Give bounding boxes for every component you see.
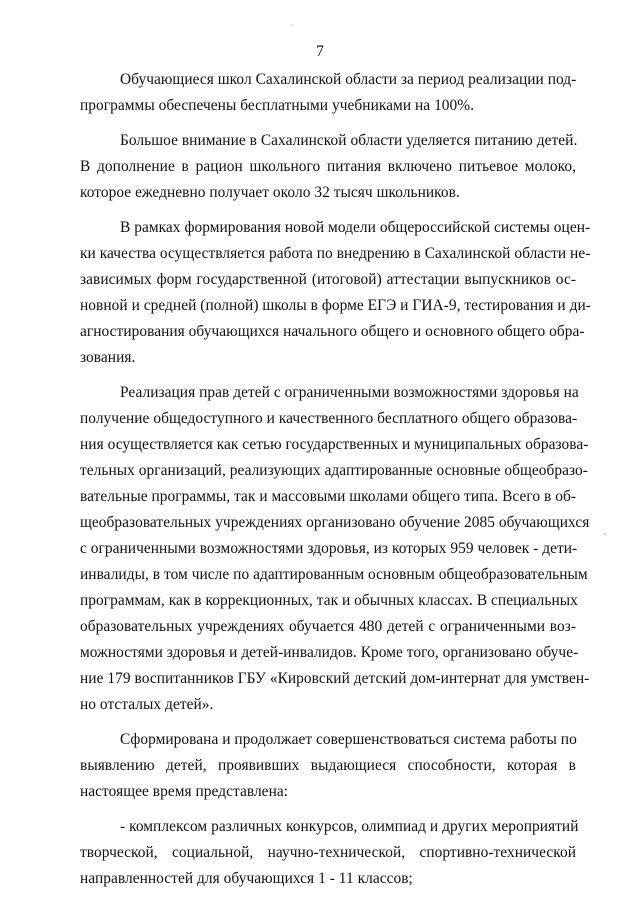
paragraph-gifted-children <box>80 727 576 805</box>
text-line: агностирования обучающихся начального общего и основного общего обра- <box>80 323 585 340</box>
text-line: настоящее время представлена: <box>80 783 289 800</box>
text-line: В дополнение в рацион школьного питания включено питьевое молоко, <box>80 158 576 175</box>
paragraph-nutrition <box>80 128 576 206</box>
paragraph-disabilities <box>80 380 590 718</box>
text-line: можностями здоровья и детей-инвалидов. Кроме того, организовано обуче- <box>80 644 579 661</box>
list-item-competitions <box>80 814 579 892</box>
scan-speck <box>291 24 293 26</box>
text-line: новной и средней (полной) школы в форме ЕГЭ и ГИА-9, тестирования и ди- <box>80 297 591 314</box>
text-line: инвалиды, в том числе по адаптированным основным общеобразовательным <box>80 566 588 583</box>
text-line: выявлению детей, проявивших выдающиеся способности, которая в <box>80 757 576 774</box>
paragraph-textbooks <box>80 67 576 119</box>
text-line: направленностей для обучающихся 1 - 11 классов; <box>80 870 413 887</box>
text-line: вательные программы, так и массовыми школами общего типа. Всего в об- <box>80 488 576 505</box>
text-line: Сформирована и продолжает совершенствоваться система работы по <box>120 731 577 748</box>
text-line: Реализация прав детей с ограниченными возможностями здоровья на <box>120 384 579 401</box>
text-line: щеобразовательных учреждениях организовано обучение 2085 обучающихся <box>80 514 590 531</box>
text-line: В рамках формирования новой модели общероссийской системы оцен- <box>120 219 591 236</box>
text-line: зования. <box>80 349 136 366</box>
text-line: зависимых форм государственной (итоговой) аттестации выпускников ос- <box>80 271 576 288</box>
text-line: ние 179 воспитанников ГБУ «Кировский детский дом-интернат для умствен- <box>80 670 590 687</box>
text-line: образовательных учреждениях обучается 480 детей с ограниченными воз- <box>80 618 576 635</box>
text-line: Обучающиеся школ Сахалинской области за период реализации под- <box>120 71 577 88</box>
text-line: но отсталых детей». <box>80 696 214 713</box>
text-line: программы обеспечены бесплатными учебниками на 100%. <box>80 97 475 114</box>
text-line: которое ежедневно получает около 32 тысяч школьников. <box>80 184 460 201</box>
paragraph-assessment <box>80 215 591 371</box>
document-body <box>80 67 591 901</box>
scan-speck <box>604 533 606 535</box>
text-line: программам, как в коррекционных, так и обычных классах. В специальных <box>80 592 578 609</box>
text-line: получение общедоступного и качественного бесплатного общего образова- <box>80 410 578 427</box>
text-line: ния осуществляется как сетью государственных и муниципальных образова- <box>80 436 589 453</box>
page-number: 7 <box>316 43 324 60</box>
text-line: с ограниченными возможностями здоровья, из которых 959 человек - дети- <box>80 540 578 557</box>
text-line: Большое внимание в Сахалинской области уделяется питанию детей. <box>120 132 578 149</box>
text-line: творческой, социальной, научно-технической, спортивно-технической <box>80 844 576 861</box>
text-line: ки качества осуществляется работа по внедрению в Сахалинской области не- <box>80 245 591 262</box>
text-line: тельных организаций, реализующих адаптированные основные общеобразо- <box>80 462 588 479</box>
text-line: - комплексом различных конкурсов, олимпиад и других мероприятий <box>120 818 579 835</box>
